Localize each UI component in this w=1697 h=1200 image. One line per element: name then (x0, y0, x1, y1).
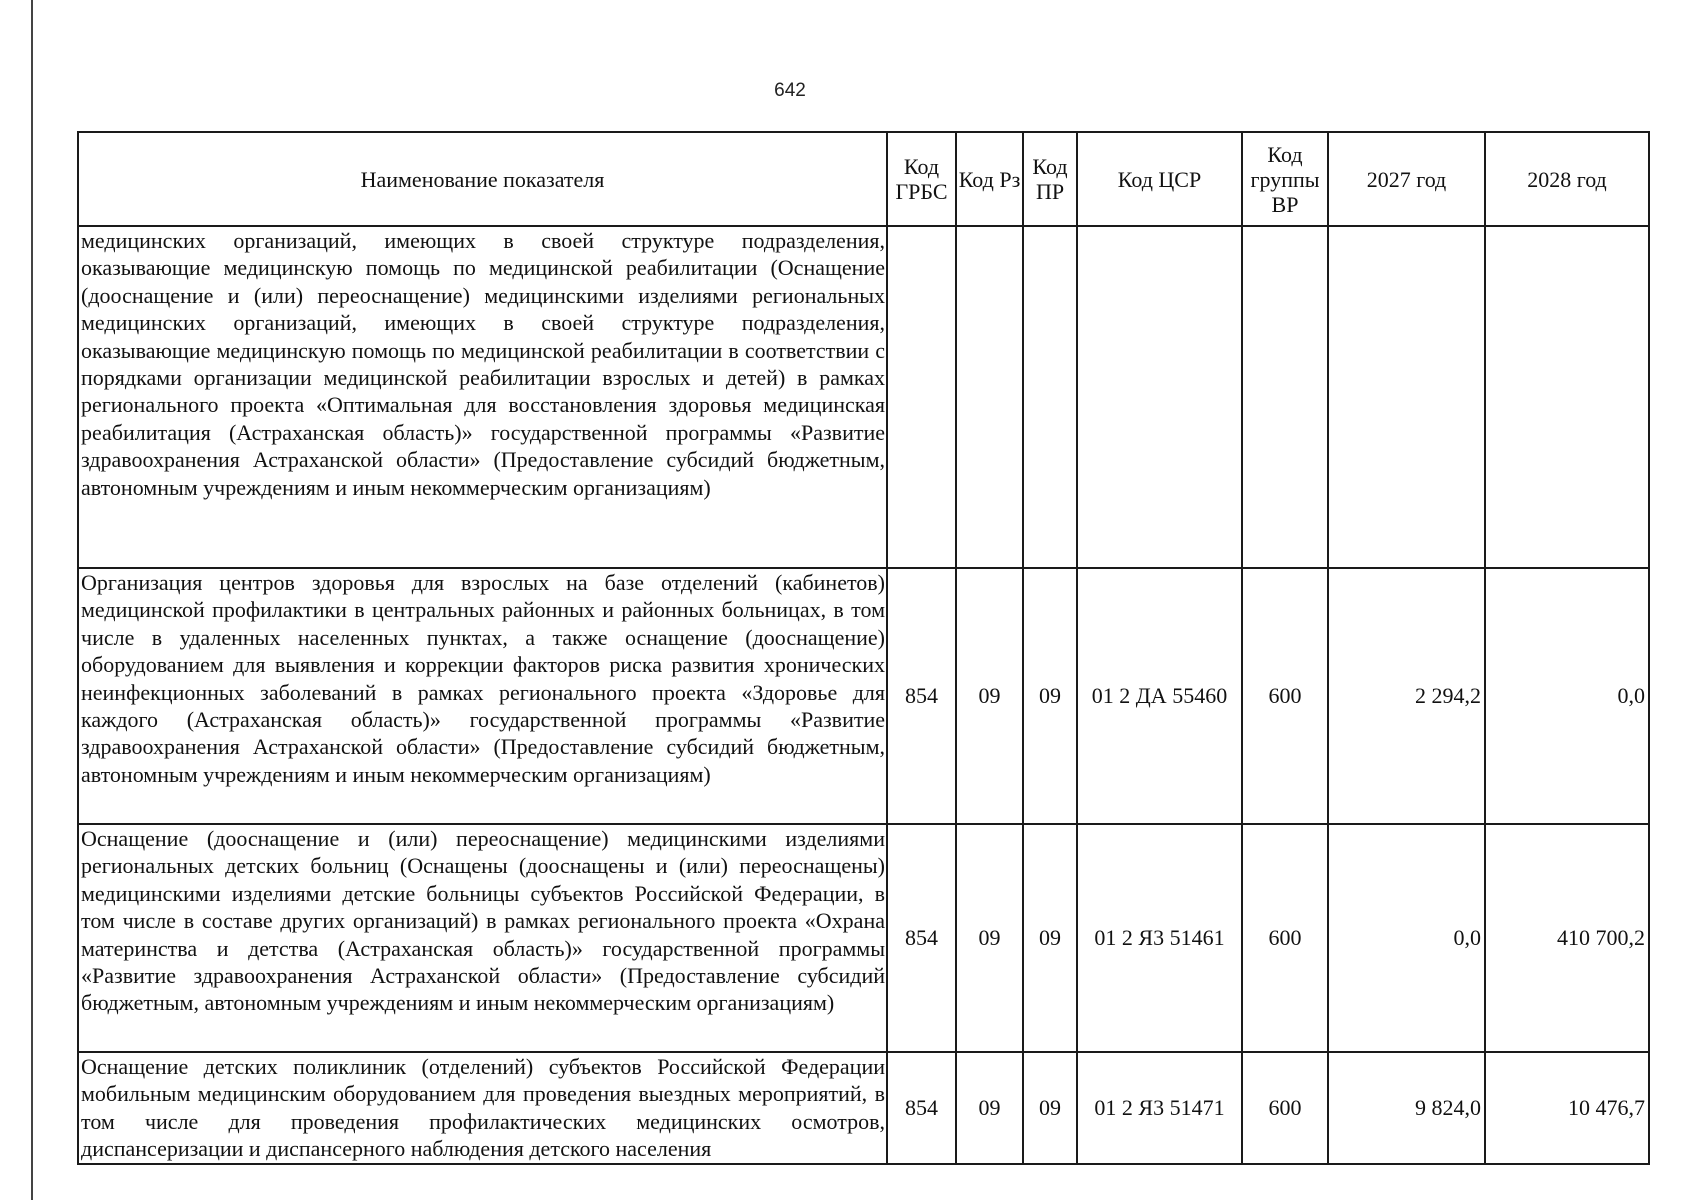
header-rz: Код Рз (956, 132, 1023, 226)
table-row (78, 824, 1649, 1052)
header-vr: Код группы ВР (1242, 132, 1328, 226)
row-pr (1023, 226, 1077, 568)
table-header-row (78, 132, 1649, 226)
row-pr: 09 (1023, 568, 1077, 824)
header-name: Наименование показателя (78, 132, 887, 226)
row-grbs: 854 (887, 568, 956, 824)
row-name: медицинских организаций, имеющих в своей структуре подразделения, оказывающие медицинскую помощь по медицинской реабилитации (Оснащение (дооснащение и (или) переоснащение) медицинскими изделиями региональных медицинских организаций, имеющих в своей структуре подразделения, оказывающие медицинскую помощь по медицинской реабилитации в соответствии с порядками организации медицинской реабилитации взрослых и детей) в рамках регионального проекта «Оптимальная для восстановления здоровья медицинская реабилитация (Астраханская область)» государственной программы «Развитие здравоохранения Астраханской области» (Предоставление субсидий бюджетным, автономным учреждениям и иным некоммерческим организациям) (78, 226, 887, 568)
row-2027: 2 294,2 (1328, 568, 1485, 824)
row-csr: 01 2 Я3 51471 (1077, 1052, 1242, 1164)
table-row (78, 1052, 1649, 1164)
row-vr: 600 (1242, 1052, 1328, 1164)
row-2027: 0,0 (1328, 824, 1485, 1052)
row-rz: 09 (956, 1052, 1023, 1164)
header-2028: 2028 год (1485, 132, 1649, 226)
table-row (78, 226, 1649, 568)
header-pr: Код ПР (1023, 132, 1077, 226)
row-name: Оснащение детских поликлиник (отделений) субъектов Российской Федерации мобильным медицинским оборудованием для проведения выездных мероприятий, в том числе для проведения профилактических медицинских осмотров, диспансеризации и диспансерного наблюдения детского населения (81, 1054, 885, 1162)
row-name: Оснащение (дооснащение и (или) переоснащение) медицинскими изделиями региональных детских больниц (Оснащены (дооснащены и (или) переоснащены) медицинскими изделиями детские больницы субъектов Российской Федерации, в том числе в составе других организаций) в рамках регионального проекта «Охрана материнства и детства (Астраханская область)» государственной программы «Развитие здравоохранения Астраханской области» (Предоставление субсидий бюджетным, автономным учреждениям и иным некоммерческим организациям) (78, 824, 887, 1052)
header-grbs: Код ГРБС (887, 132, 956, 226)
row-2028: 410 700,2 (1485, 824, 1649, 1052)
row-grbs: 854 (887, 1052, 956, 1164)
row-name-cell (78, 1052, 887, 1164)
header-2027: 2027 год (1328, 132, 1485, 226)
row-2028 (1485, 226, 1649, 568)
header-csr: Код ЦСР (1077, 132, 1242, 226)
row-grbs (887, 226, 956, 568)
row-csr (1077, 226, 1242, 568)
row-2027 (1328, 226, 1485, 568)
row-2027: 9 824,0 (1328, 1052, 1485, 1164)
binding-margin-line (31, 0, 33, 1200)
row-vr (1242, 226, 1328, 568)
page-number: 642 (774, 80, 806, 101)
row-2028: 10 476,7 (1485, 1052, 1649, 1164)
row-rz: 09 (956, 824, 1023, 1052)
table-row (78, 568, 1649, 824)
row-2028: 0,0 (1485, 568, 1649, 824)
row-pr: 09 (1023, 824, 1077, 1052)
row-rz: 09 (956, 568, 1023, 824)
row-grbs: 854 (887, 824, 956, 1052)
row-csr: 01 2 Я3 51461 (1077, 824, 1242, 1052)
row-vr: 600 (1242, 824, 1328, 1052)
row-pr: 09 (1023, 1052, 1077, 1164)
row-name: Организация центров здоровья для взрослых на базе отделений (кабинетов) медицинской профилактики в центральных районных и районных больницах, в том числе в удаленных населенных пунктах, а также оснащение (дооснащение) оборудованием для выявления и коррекции факторов риска развития хронических неинфекционных заболеваний в рамках регионального проекта «Здоровье для каждого (Астраханская область)» государственной программы «Развитие здравоохранения Астраханской области» (Предоставление субсидий бюджетным, автономным учреждениям и иным некоммерческим организациям) (78, 568, 887, 824)
row-rz (956, 226, 1023, 568)
row-vr: 600 (1242, 568, 1328, 824)
budget-table (77, 131, 1650, 1165)
row-csr: 01 2 ДА 55460 (1077, 568, 1242, 824)
